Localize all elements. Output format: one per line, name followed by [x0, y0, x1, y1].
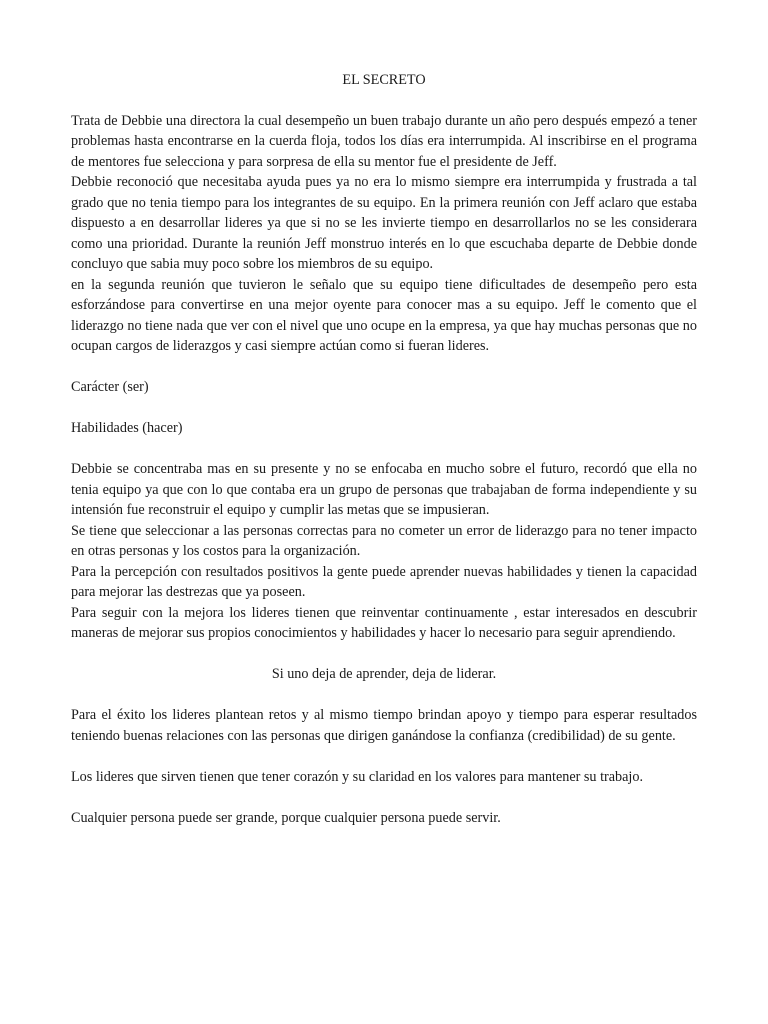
- spacer: [71, 398, 697, 419]
- paragraph-intro: Trata de Debbie una directora la cual desempeño un buen trabajo durante un año pero después empezó a tener problemas hasta encontrarse en la cuerda floja, todos los días era interrumpida. Al inscribirse en el programa de mentores fue selecciona y para sorpresa de ella su mentor fue el presidente de Jeff.: [71, 112, 697, 170]
- paragraph-first-meeting: Debbie reconoció que necesitaba ayuda pues ya no era lo mismo siempre era interrumpida y frustrada a tal grado que no tenia tiempo para los integrantes de su equipo. En la primera reunión con Jeff aclaro que estaba dispuesto a en desarrollar lideres ya que si no se les invierte tiempo en desarrollarlos no se les considerara como una prioridad. Durante la reunión Jeff monstruo interés en lo que escuchaba departe de Debbie donde concluyo que sabia muy poco sobre los miembros de su equipo.: [71, 174, 697, 272]
- document-page: [71, 70, 697, 828]
- paragraph-caracter: Carácter (ser): [71, 379, 149, 395]
- spacer: [71, 685, 697, 706]
- paragraph-serving-leaders: Los lideres que sirven tienen que tener corazón y su claridad en los valores para mantener su trabajo.: [71, 768, 644, 785]
- paragraph-quote: Si uno deja de aprender, deja de liderar.: [271, 666, 497, 682]
- paragraph-success: Para el éxito los lideres plantean retos y al mismo tiempo brindan apoyo y tiempo para esperar resultados teniendo buenas relaciones con las personas que dirigen ganándose la confianza (credibilidad) de su gente.: [71, 707, 697, 744]
- spacer: [71, 439, 697, 460]
- paragraph-debbie-present: Debbie se concentraba mas en su presente y no se enfocaba en mucho sobre el futuro, recordó que ella no tenia equipo ya que con lo que contaba era un grupo de personas que trabajaban de forma independiente y su intensión fue reconstruir el equipo y cumplir las metas que se impusieran.: [71, 461, 697, 518]
- paragraph-anyone-great: Cualquier persona puede ser grande, porque cualquier persona puede servir.: [71, 809, 501, 826]
- paragraph-perception: Para la percepción con resultados positivos la gente puede aprender nuevas habilidades y tienen la capacidad para mejorar las destrezas que ya poseen.: [71, 563, 697, 600]
- spacer: [71, 357, 697, 378]
- paragraph-habilidades: Habilidades (hacer): [71, 420, 183, 436]
- spacer: [71, 644, 697, 665]
- paragraph-select-people: Se tiene que seleccionar a las personas correctas para no cometer un error de liderazgo para no tener impacto en otras personas y los costos para la organización.: [71, 522, 697, 559]
- spacer: [71, 746, 697, 767]
- spacer: [71, 787, 697, 808]
- paragraph-reinvent: Para seguir con la mejora los lideres tienen que reinventar continuamente , estar interesados en descubrir maneras de mejorar sus propios conocimientos y habilidades y hacer lo necesario para seguir aprendiendo.: [71, 604, 697, 641]
- document-title: EL SECRETO: [342, 72, 426, 88]
- paragraph-second-meeting: en la segunda reunión que tuvieron le señalo que su equipo tiene dificultades de desempeño pero esta esforzándose para convertirse en una mejor oyente para conocer mas a su equipo. Jeff le comento que el liderazgo no tiene nada que ver con el nivel que uno ocupe en la empresa, ya que hay muchas personas que no ocupan cargos de liderazgos y casi siempre actúan como si fueran lideres.: [71, 276, 697, 354]
